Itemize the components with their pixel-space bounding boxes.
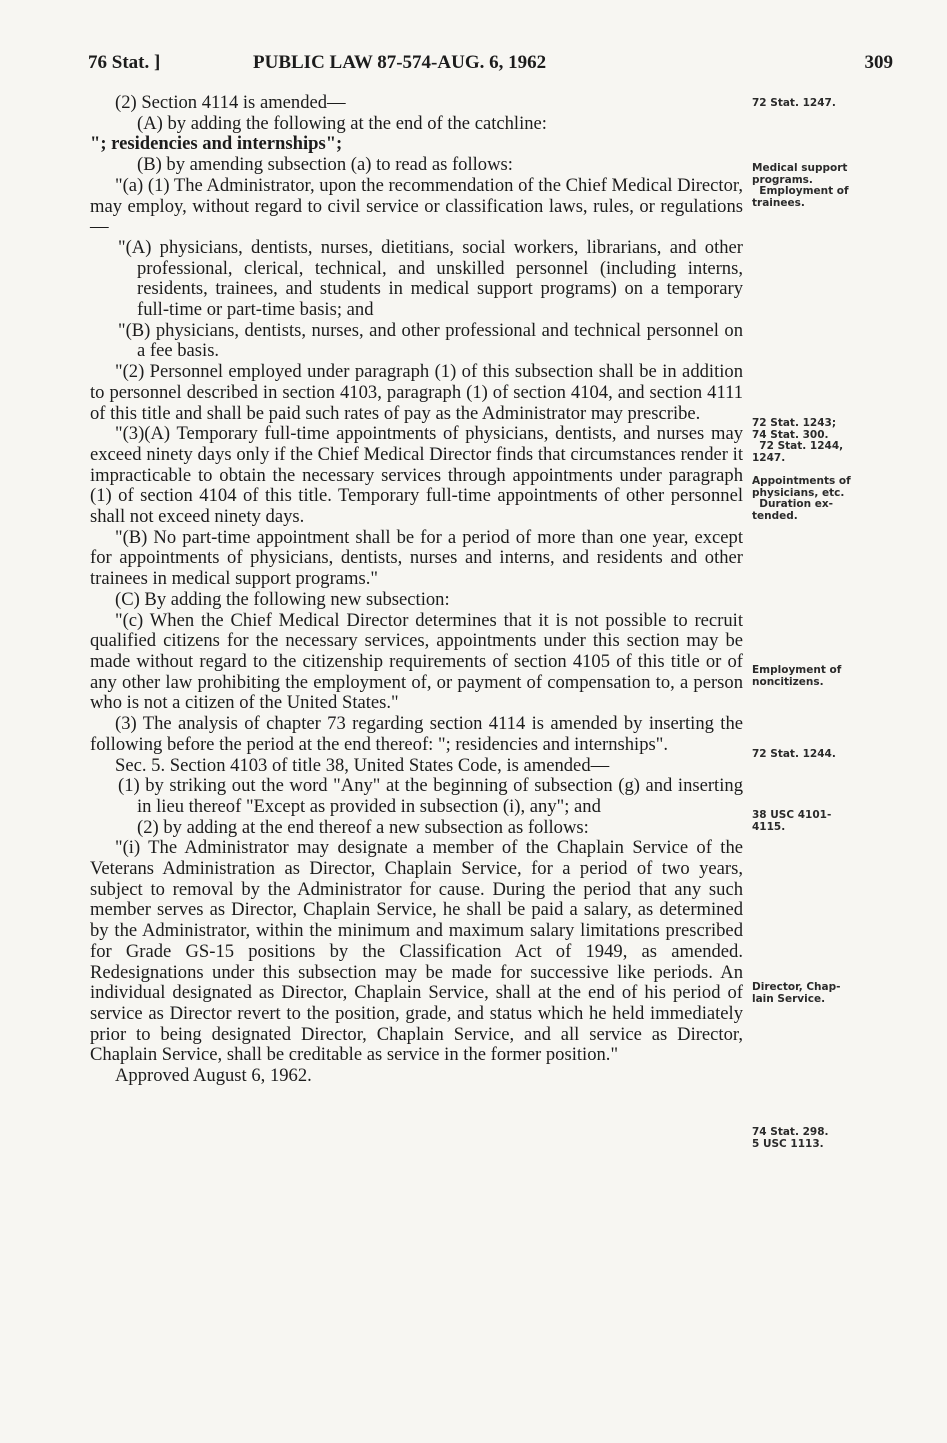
margin-note xyxy=(752,418,892,464)
margin-note-line: 72 Stat. 1244, xyxy=(752,440,844,452)
paragraph: "(A) physicians, dentists, nurses, dietitians, social workers, librarians, and other professional, clerical, technical, and unskilled personnel (including interns, residents, trainees, and students in medical support programs) on a temporary full-time or part-time basis; and xyxy=(118,236,743,321)
body-text xyxy=(90,93,743,1087)
paragraph: "(3)(A) Temporary full-time appointments of physicians, dentists, and nurses may exceed ninety days only if the Chief Medical Director finds that circumstances render it impracticable to obtain the necessary services through appointments under paragraph (1) of section 4104 of this title. Temporary full-time appointments of other personnel shall not exceed ninety days. xyxy=(90,423,743,528)
margin-note-line: 72 Stat. 1243; xyxy=(752,417,837,429)
margin-note-line: tended. xyxy=(752,509,798,522)
margin-note-line: Medical support xyxy=(752,162,848,174)
margin-note-line: Duration ex- xyxy=(752,498,833,510)
margin-note xyxy=(752,982,892,1005)
margin-note xyxy=(752,810,892,833)
volume-reference: 76 Stat. ] xyxy=(88,52,161,73)
margin-note-line: Appointments of xyxy=(752,475,851,487)
paragraph: "(a) (1) The Administrator, upon the recommendation of the Chief Medical Director, may employ, without regard to civil service or classification laws, rules, or regulations— xyxy=(90,174,743,238)
margin-note xyxy=(752,163,892,209)
approval-line: Approved August 6, 1962. xyxy=(115,1065,312,1087)
paragraph: "(c) When the Chief Medical Director determines that it is not possible to recruit qualified citizens for the necessary services, appointments under this section may be made without regard to the citizenship requirements of section 4105 of this title or of any other law prohibiting the employment of, or payment of compensation to, a person who is not a citizen of the United States." xyxy=(90,609,743,714)
paragraph: "(B) physicians, dentists, nurses, and other professional and technical personnel on a fee basis. xyxy=(118,319,743,362)
law-title: PUBLIC LAW 87-574-AUG. 6, 1962 xyxy=(253,52,547,73)
paragraph: "(i) The Administrator may designate a member of the Chaplain Service of the Veterans Administration as Director, Chaplain Service, for a period of two years, subject to removal by the Administrator for cause. During the period that any such member serves as Director, Chaplain Service, he shall be paid a salary, as determined by the Administrator, within the minimum and maximum salary limitations prescribed for Grade GS-15 positions by the Classification Act of 1949, as amended. Redesignations under this subsection may be made for successive like periods. An individual designated as Director, Chaplain Service, shall at the end of his period of service as Director revert to the position, grade, and status which he held immediately prior to being designated Director, Chaplain Service, and all service as Director, Chaplain Service, shall be creditable as service in the former position." xyxy=(90,837,743,1066)
margin-note-line: physicians, etc. xyxy=(752,486,845,499)
paragraph: "; residencies and internships"; xyxy=(90,133,343,155)
paragraph: (3) The analysis of chapter 73 regarding section 4114 is amended by inserting the following before the period at the end thereof: "; residencies and internships". xyxy=(90,713,743,755)
margin-note-line: trainees. xyxy=(752,196,805,209)
paragraph: Sec. 5. Section 4103 of title 38, United States Code, is amended— xyxy=(115,754,610,776)
margin-note-line: 5 USC 1113. xyxy=(752,1137,824,1150)
margin-note-line: 74 Stat. 300. xyxy=(752,428,829,441)
margin-note-line: Employment of xyxy=(752,185,849,197)
margin-note xyxy=(752,476,892,522)
margin-note xyxy=(752,749,892,761)
margin-note-line: 4115. xyxy=(752,820,786,833)
paragraph: (1) by striking out the word "Any" at the beginning of subsection (g) and inserting in lieu thereof "Except as provided in subsection (i), any"; and xyxy=(118,775,743,817)
margin-note-line: programs. xyxy=(752,173,813,186)
margin-note xyxy=(752,1127,892,1150)
margin-note-line: 72 Stat. 1247. xyxy=(752,97,836,109)
paragraph: (B) by amending subsection (a) to read as follows: xyxy=(137,154,513,176)
paragraph: (2) by adding at the end thereof a new subsection as follows: xyxy=(137,816,589,838)
page-number: 309 xyxy=(864,52,893,73)
paragraph: (2) Section 4114 is amended— xyxy=(115,92,346,113)
paragraph: (A) by adding the following at the end of the catchline: xyxy=(137,112,547,134)
margin-note-line: 74 Stat. 298. xyxy=(752,1126,829,1138)
margin-note-line: 38 USC 4101- xyxy=(752,809,832,821)
margin-note-line: 72 Stat. 1244. xyxy=(752,748,836,760)
margin-note-line: 1247. xyxy=(752,451,786,464)
margin-note-line: Employment of xyxy=(752,664,842,676)
margin-note-line: lain Service. xyxy=(752,992,826,1005)
margin-note xyxy=(752,98,892,110)
paragraph: (C) By adding the following new subsection: xyxy=(115,588,450,610)
margin-note-line: Director, Chap- xyxy=(752,981,841,993)
margin-note xyxy=(752,665,892,688)
page-header xyxy=(88,52,893,80)
paragraph: "(B) No part-time appointment shall be for a period of more than one year, except for appointments of physicians, dentists, nurses and interns, and residents and other trainees in medical support programs." xyxy=(90,526,743,590)
margin-note-line: noncitizens. xyxy=(752,675,824,688)
paragraph: "(2) Personnel employed under paragraph (1) of this subsection shall be in addition to personnel described in section 4103, paragraph (1) of section 4104, and section 4111 of this title and shall be paid such rates of pay as the Administrator may prescribe. xyxy=(90,361,743,424)
